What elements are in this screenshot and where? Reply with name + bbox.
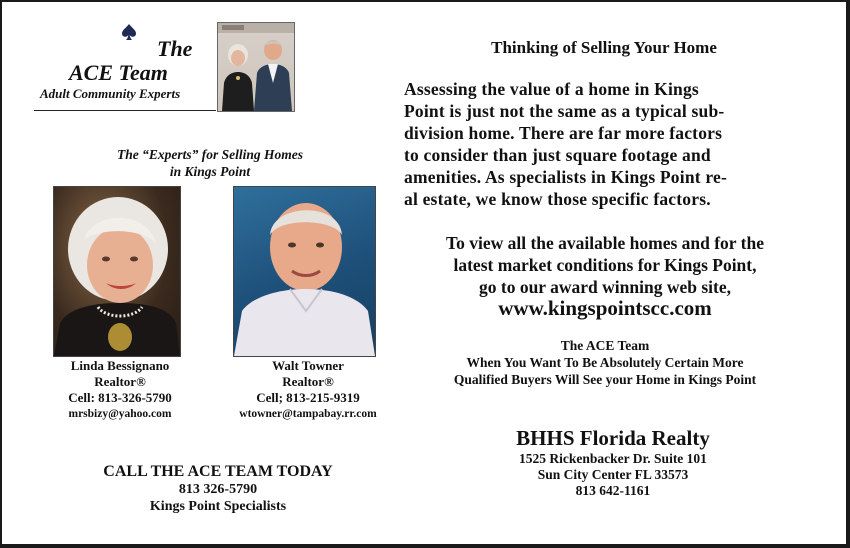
- agent-title-walt: Realtor®: [282, 374, 334, 389]
- paragraph-1-line: Assessing the value of a home in Kings: [404, 79, 699, 99]
- paragraph-1-line: division home. There are far more factors: [404, 123, 723, 143]
- cta-phone[interactable]: 813 326-5790: [178, 482, 258, 497]
- logo-line-ace-team: ACE Team: [69, 60, 168, 85]
- brokerage-phone[interactable]: 813 642-1161: [575, 483, 651, 498]
- paragraph-1-line: al estate, we know those specific factors.: [404, 189, 711, 209]
- brokerage-name: BHHS Florida Realty: [516, 426, 710, 450]
- agent-email-linda[interactable]: mrsbizy@yahoo.com: [68, 408, 172, 420]
- paragraph-2-line: To view all the available homes and for the: [446, 233, 764, 253]
- paragraph-1-line: Point is just not the same as a typical sub-: [404, 101, 725, 121]
- slogan-line-2: Qualified Buyers Will See your Home in Kings Point: [453, 372, 757, 387]
- slogan-team: The ACE Team: [560, 338, 650, 353]
- brokerage-address-2: Sun City Center FL 33573: [537, 467, 689, 482]
- agent-name-linda: Linda Bessignano: [70, 358, 170, 373]
- tagline-line-1: The “Experts” for Selling Homes: [116, 147, 303, 162]
- cta-heading: CALL THE ACE TEAM TODAY: [103, 463, 333, 480]
- slogan-block: [398, 337, 812, 388]
- logo-line-the: The: [157, 36, 193, 61]
- main-paragraph-2: [400, 232, 810, 298]
- agent-portrait-linda-illustration: [54, 187, 180, 356]
- team-photo-illustration: [218, 23, 294, 111]
- agent-card-linda: [40, 358, 200, 420]
- team-photo: [217, 22, 295, 112]
- paragraph-1-line: to consider than just square footage and: [404, 145, 711, 165]
- agent-email-walt[interactable]: wtowner@tampabay.rr.com: [239, 408, 377, 420]
- agent-title-linda: Realtor®: [94, 374, 146, 389]
- main-paragraph-1: [404, 78, 804, 210]
- agent-portrait-walt: [233, 186, 376, 357]
- paragraph-2-line: go to our award winning web site,: [479, 277, 731, 297]
- main-heading: Thinking of Selling Your Home: [491, 38, 717, 57]
- website-link[interactable]: www.kingspointscc.com: [498, 296, 712, 320]
- agent-name-walt: Walt Towner: [272, 358, 344, 373]
- brokerage-address-1: 1525 Rickenbacker Dr. Suite 101: [519, 451, 707, 466]
- logo-line-subtitle: Adult Community Experts: [40, 86, 181, 101]
- paragraph-1-line: amenities. As specialists in Kings Point re-: [404, 167, 727, 187]
- agent-phone-linda: Cell: 813-326-5790: [68, 390, 172, 405]
- brokerage-block: [448, 425, 778, 499]
- agent-portrait-walt-illustration: [234, 187, 375, 356]
- call-to-action: [60, 462, 376, 515]
- tagline: [60, 146, 360, 180]
- agent-phone-walt: Cell; 813-215-9319: [256, 390, 360, 405]
- spade-icon: [121, 23, 137, 41]
- paragraph-2-line: latest market conditions for Kings Point,: [453, 255, 757, 275]
- cta-subtitle: Kings Point Specialists: [149, 499, 287, 514]
- logo-underline: [34, 110, 216, 111]
- tagline-line-2: in Kings Point: [169, 164, 251, 179]
- agent-portrait-linda: [53, 186, 181, 357]
- agent-card-walt: [210, 358, 406, 420]
- slogan-line-1: When You Want To Be Absolutely Certain More: [466, 355, 744, 370]
